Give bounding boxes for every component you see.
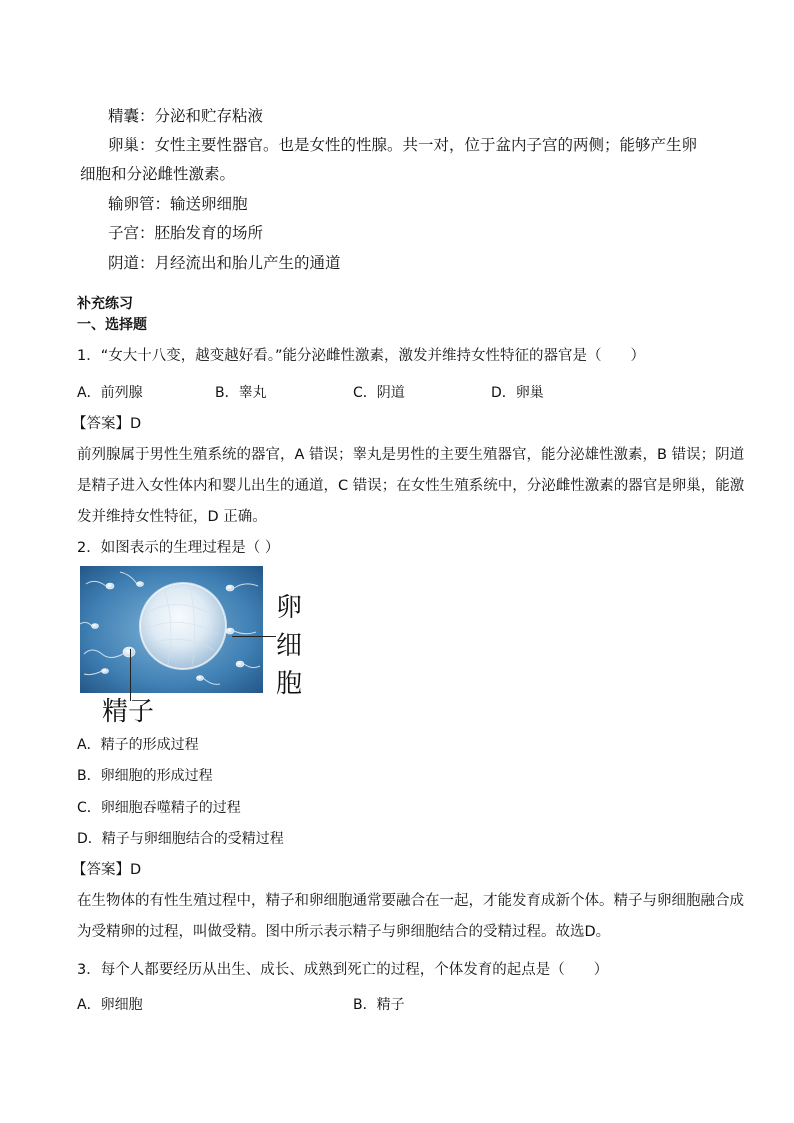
egg-label-char-1: 卵 xyxy=(276,593,303,623)
q2-option-d: D．精子与卵细胞结合的受精过程 xyxy=(77,831,284,847)
sperm-leader-line xyxy=(130,649,131,701)
intro-line-ovary-cont: 细胞和分泌雌性激素。 xyxy=(80,165,236,183)
egg-label-char-3: 胞 xyxy=(276,669,303,699)
q2-explanation-line-1: 在生物体的有性生殖过程中，精子和卵细胞通常要融合在一起，才能发育成新个体。精子与卵细胞融合成 xyxy=(77,893,744,909)
section-subtitle: 一、选择题 xyxy=(77,317,147,333)
q1-option-b: B．睾丸 xyxy=(215,385,267,401)
q1-explanation-line-2: 是精子进入女性体内和婴儿出生的通道，C 错误；在女性生殖系统中，分泌雌性激素的器官是卵巢，能激 xyxy=(77,478,745,494)
q1-stem: 1．“女大十八变，越变越好看。”能分泌雌性激素，激发并维持女性特征的器官是（ ） xyxy=(77,348,645,364)
egg-leader-line xyxy=(232,636,276,637)
sperm-label: 精子 xyxy=(102,697,155,727)
egg-label-char-2: 细 xyxy=(276,631,303,661)
q3-option-a: A．卵细胞 xyxy=(77,997,143,1013)
section-title: 补充练习 xyxy=(77,296,133,312)
q1-option-a: A．前列腺 xyxy=(77,385,143,401)
q1-answer: 【答案】D xyxy=(72,416,142,432)
fertilization-image xyxy=(80,566,263,693)
q1-explanation-line-3: 发并维持女性特征，D 正确。 xyxy=(77,509,267,525)
intro-line-seminal-vesicle: 精囊：分泌和贮存粘液 xyxy=(108,107,264,125)
intro-line-vagina: 阴道：月经流出和胎儿产生的通道 xyxy=(108,254,341,272)
q2-stem: 2．如图表示的生理过程是（ ） xyxy=(77,540,280,556)
q1-option-d: D．卵巢 xyxy=(491,385,544,401)
intro-line-ovary: 卵巢：女性主要性器官。也是女性的性腺。共一对，位于盆内子宫的两侧；能够产生卵 xyxy=(108,136,698,154)
q1-explanation-line-1: 前列腺属于男性生殖系统的器官，A 错误；睾丸是男性的主要生殖器官，能分泌雄性激素，B 错误；阴道 xyxy=(77,447,745,463)
intro-line-oviduct: 输卵管：输送卵细胞 xyxy=(108,195,248,213)
q2-option-c: C．卵细胞吞噬精子的过程 xyxy=(77,800,241,816)
q2-explanation-line-2: 为受精卵的过程，叫做受精。图中所示表示精子与卵细胞结合的受精过程。故选D。 xyxy=(77,924,611,940)
q2-option-b: B．卵细胞的形成过程 xyxy=(77,768,213,784)
intro-line-uterus: 子宫：胚胎发育的场所 xyxy=(108,224,264,242)
q3-stem: 3．每个人都要经历从出生、成长、成熟到死亡的过程，个体发育的起点是（ ） xyxy=(77,962,609,978)
fertilization-illustration xyxy=(80,566,263,693)
q1-option-c: C．阴道 xyxy=(353,385,405,401)
q2-answer: 【答案】D xyxy=(72,862,142,878)
q2-option-a: A．精子的形成过程 xyxy=(77,737,199,753)
q3-option-b: B．精子 xyxy=(353,997,405,1013)
